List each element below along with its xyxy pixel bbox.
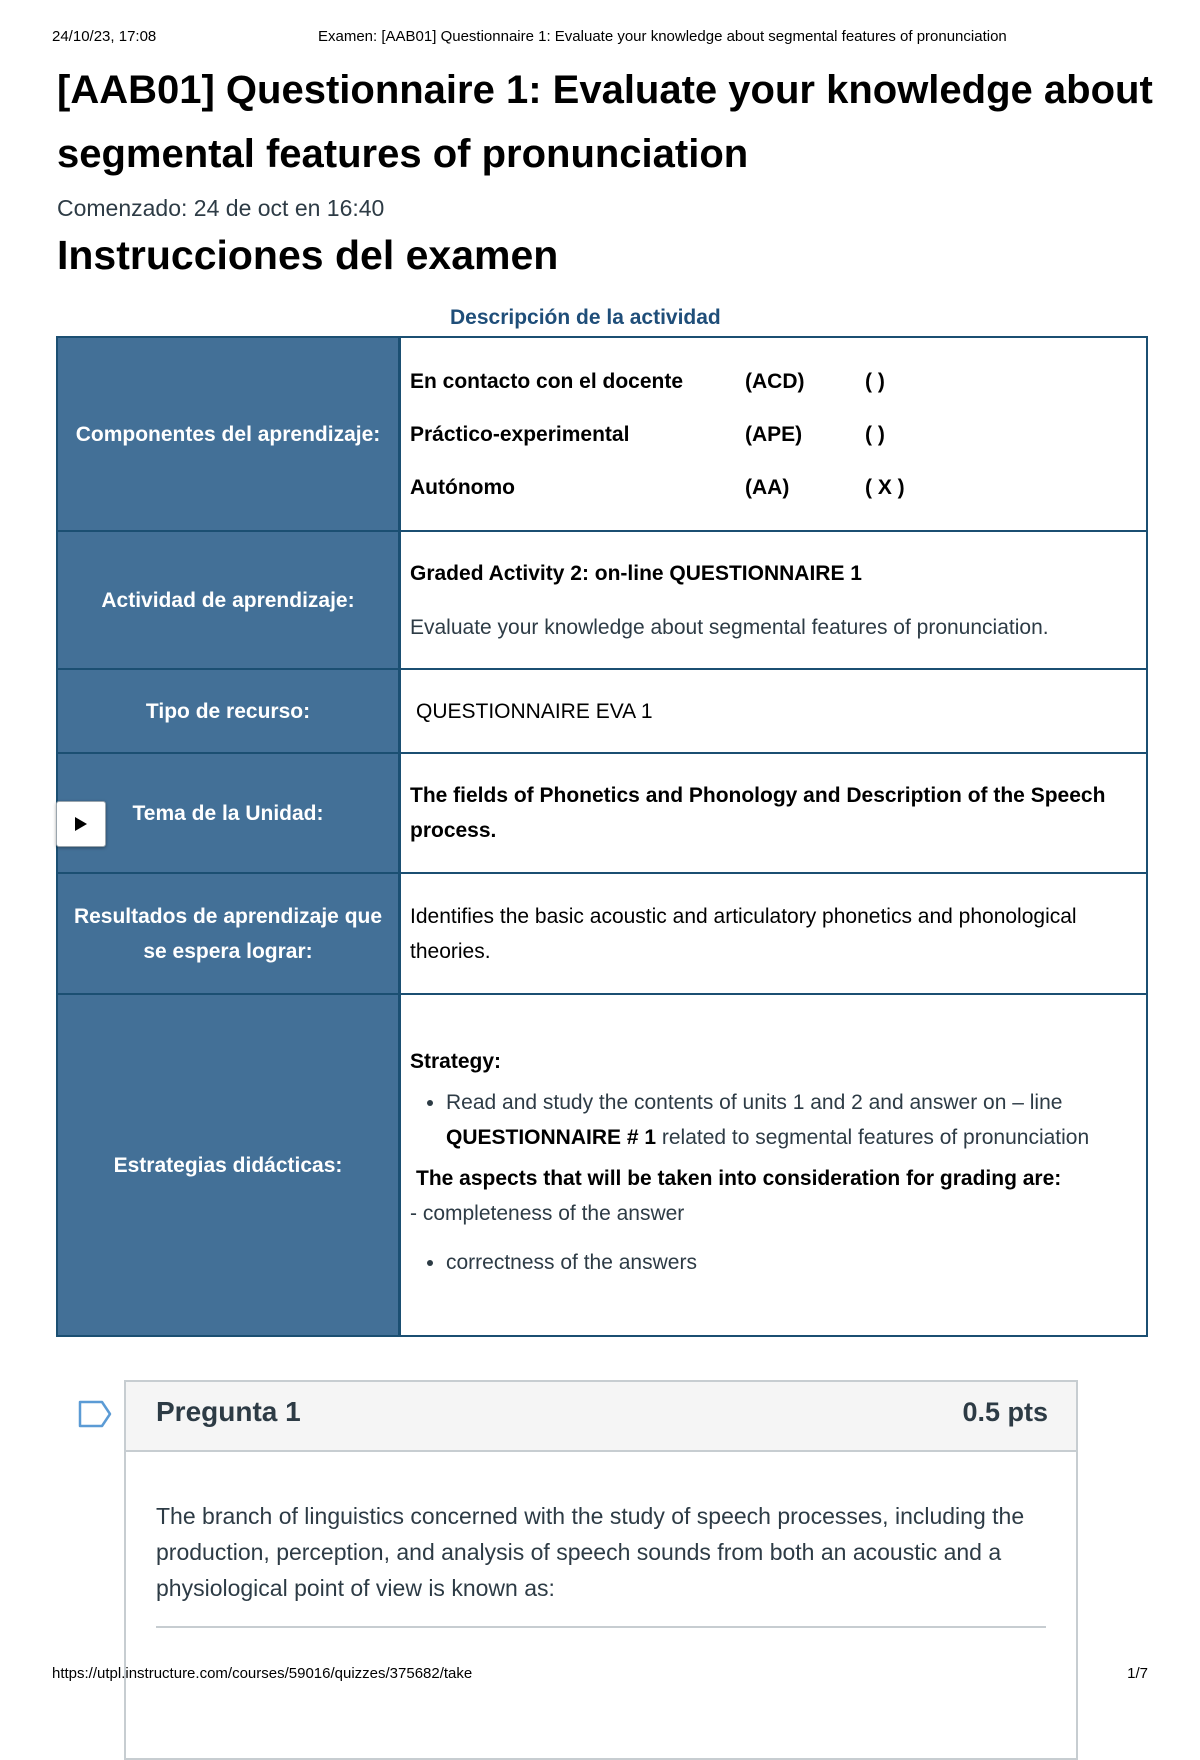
resource-value: QUESTIONNAIRE EVA 1 (400, 669, 1148, 753)
print-footer (52, 1665, 1148, 1685)
component-abbr: (APE) (745, 422, 803, 446)
table-row-results (57, 873, 1147, 994)
grading-heading: The aspects that will be taken into consideration for grading are: (416, 1167, 1062, 1190)
unit-label: Tema de la Unidad: (57, 753, 400, 873)
components-label: Componentes del aprendizaje: (57, 337, 400, 531)
strategies-label: Estrategias didácticas: (57, 994, 400, 1336)
question-text: The branch of linguistics concerned with the study of speech processes, including the production, perception, and analysis of speech sounds from both an acoustic and a physiological point of view is known as: (156, 1503, 1025, 1601)
component-mark: ( ) (865, 422, 885, 446)
question-card (124, 1380, 1078, 1760)
flag-icon[interactable] (78, 1400, 112, 1428)
quiz-title: [AAB01] Questionnaire 1: Evaluate your knowledge about segmental features of pronunciation (57, 68, 1153, 176)
instructions-heading: Instrucciones del examen (57, 232, 559, 278)
component-item (410, 461, 1132, 514)
activity-label: Actividad de aprendizaje: (57, 531, 400, 669)
print-datetime: 24/10/23, 17:08 (52, 28, 157, 45)
component-mark: ( ) (865, 369, 885, 393)
activity-description: Evaluate your knowledge about segmental features of pronunciation. (410, 615, 1049, 639)
component-name: En contacto con el docente (410, 369, 684, 393)
question-header (126, 1382, 1076, 1452)
component-abbr: (AA) (745, 475, 790, 499)
activity-title: Graded Activity 2: on-line QUESTIONNAIRE 1 (410, 561, 862, 585)
strategy-heading: Strategy: (410, 1050, 502, 1073)
print-page-number: 1/7 (1127, 1665, 1148, 1682)
components-value (400, 337, 1148, 531)
question-points: 0.5 pts (962, 1397, 1048, 1427)
answer-divider (156, 1626, 1046, 1628)
results-value: Identifies the basic acoustic and articulatory phonetics and phonological theories. (400, 873, 1148, 994)
strategy-item-text: Read and study the contents of units 1 and 2 and answer on – line (446, 1091, 1063, 1114)
component-name: Autónomo (410, 475, 515, 499)
component-abbr: (ACD) (745, 369, 805, 393)
component-item (410, 355, 1132, 408)
print-header (52, 28, 1148, 48)
question-name: Pregunta 1 (156, 1396, 301, 1427)
list-item: • correctness of the answers (446, 1245, 1132, 1280)
activity-value (400, 531, 1148, 669)
play-icon (74, 816, 88, 832)
print-url: https://utpl.instructure.com/courses/59016/quizzes/375682/take (52, 1665, 473, 1682)
table-row-activity (57, 531, 1147, 669)
table-row-components (57, 337, 1147, 531)
activity-description-table (56, 336, 1148, 1337)
results-label: Resultados de aprendizaje que se espera lograr: (57, 873, 400, 994)
component-mark: ( X ) (865, 475, 905, 499)
list-item (446, 1085, 1132, 1155)
grading-list (410, 1245, 1132, 1280)
print-doc-title: Examen: [AAB01] Questionnaire 1: Evaluate your knowledge about segmental features of pronunciation (318, 28, 1007, 45)
unit-value: The fields of Phonetics and Phonology and Description of the Speech process. (400, 753, 1148, 873)
activity-description-caption: Descripción de la actividad (450, 306, 721, 329)
strategy-item-bold: QUESTIONNAIRE # 1 (446, 1126, 657, 1149)
resource-label: Tipo de recurso: (57, 669, 400, 753)
strategy-list (410, 1085, 1132, 1155)
table-row-strategies (57, 994, 1147, 1336)
grading-dash-item: - completeness of the answer (410, 1202, 685, 1225)
table-row-resource (57, 669, 1147, 753)
play-button[interactable] (56, 801, 106, 847)
table-row-unit (57, 753, 1147, 873)
strategies-value (400, 994, 1148, 1336)
component-item (410, 408, 1132, 461)
strategy-item-text-end: related to segmental features of pronunciation (656, 1126, 1090, 1149)
quiz-started-time: Comenzado: 24 de oct en 16:40 (57, 195, 385, 221)
component-name: Práctico-experimental (410, 422, 630, 446)
